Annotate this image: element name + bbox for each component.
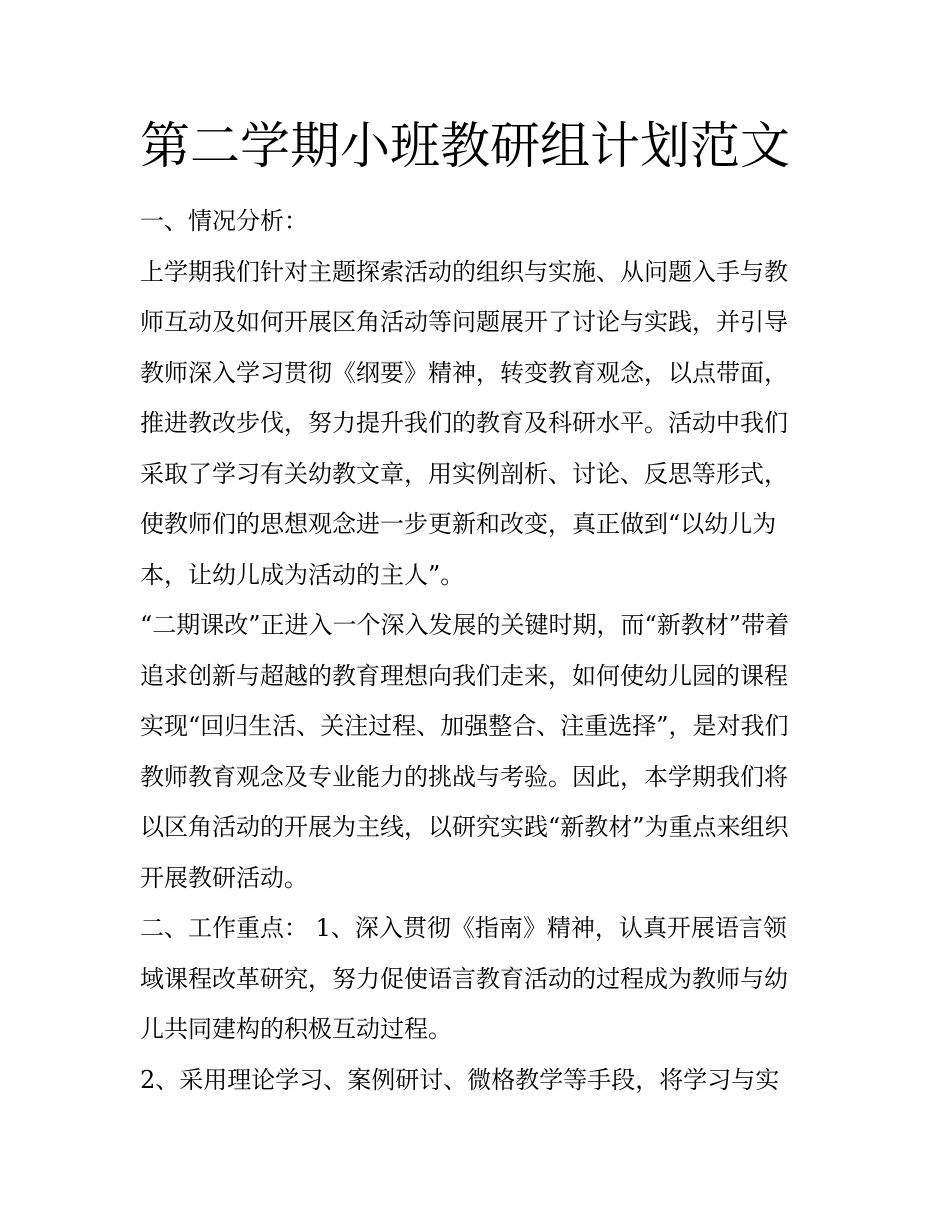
paragraph-line: 教师教育观念及专业能力的挑战与考验。因此，本学期我们将 — [140, 762, 788, 791]
section-heading-situation-analysis: 一、情况分析： — [140, 207, 308, 235]
paragraph-line: “二期课改”正进入一个深入发展的关键时期，而“新教材”带着 — [140, 611, 790, 639]
paragraph-line: 使教师们的思想观念进一步更新和改变，真正做到“以幼儿为 — [140, 510, 777, 538]
paragraph-line: 教师深入学习贯彻《纲要》精神，转变教育观念，以点带面， — [140, 358, 788, 387]
paragraph-line: 采取了学习有关幼教文章，用实例剖析、讨论、反思等形式， — [140, 459, 788, 488]
paragraph-line: 追求创新与超越的教育理想向我们走来，如何使幼儿园的课程 — [140, 661, 788, 690]
document-title: 第二学期小班教研组计划范文 — [140, 117, 790, 175]
paragraph-line: 以区角活动的开展为主线，以研究实践“新教材”为重点来组织 — [140, 813, 789, 841]
paragraph-line: 师互动及如何开展区角活动等问题展开了讨论与实践，并引导 — [140, 308, 788, 336]
paragraph-line: 儿共同建构的积极互动过程。 — [140, 1015, 452, 1043]
section-heading-work-focus: 二、工作重点： 1、深入贯彻《指南》精神，认真开展语言领 — [140, 914, 787, 942]
paragraph-line: 2、采用理论学习、案例研讨、微格教学等手段，将学习与实 — [140, 1065, 780, 1094]
paragraph-line: 上学期我们针对主题探索活动的组织与实施、从问题入手与教 — [140, 257, 788, 286]
paragraph-line: 实现“回归生活、关注过程、加强整合、注重选择”，是对我们 — [140, 712, 789, 740]
paragraph-line: 推进教改步伐，努力提升我们的教育及科研水平。活动中我们 — [140, 409, 788, 437]
paragraph-line: 本，让幼儿成为活动的主人”。 — [140, 560, 465, 589]
document-body — [140, 110, 815, 1105]
paragraph-line: 开展教研活动。 — [140, 863, 308, 892]
paragraph-line: 域课程改革研究，努力促使语言教育活动的过程成为教师与幼 — [140, 964, 788, 993]
